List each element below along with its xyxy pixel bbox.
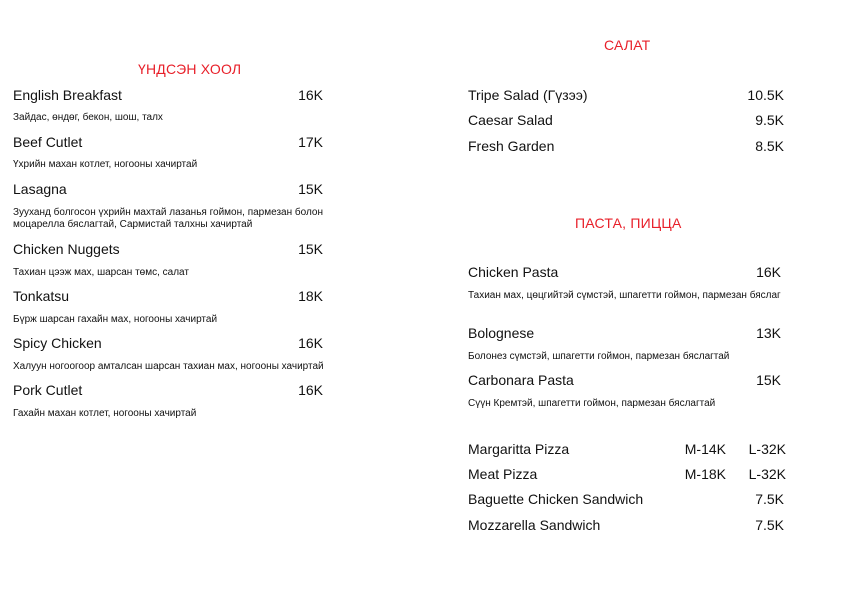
menu-item-fresh-garden	[468, 137, 784, 155]
menu-item-name: Mozzarella Sandwich	[468, 517, 601, 533]
menu-item-description: Бүрж шарсан гахайн мах, ногооны хачиртай	[13, 314, 218, 325]
menu-item-name: Meat Pizza	[468, 466, 538, 482]
menu-item-price-large: L-32K	[748, 441, 786, 457]
menu-item-spicy-chicken	[13, 334, 323, 352]
menu-item-price: 8.5K	[755, 138, 784, 154]
menu-item-beef-cutlet	[13, 133, 323, 151]
menu-item-price: 15K	[298, 241, 323, 257]
menu-item-name: Pork Cutlet	[13, 382, 83, 398]
menu-item-description: Тахиан мах, цөцгийтэй сүмстэй, шпагетти гоймон, пармезан бяслаг	[468, 290, 781, 301]
menu-item-tonkatsu	[13, 287, 323, 305]
menu-item-chicken-pasta	[468, 263, 781, 281]
menu-item-description: Тахиан цээж мах, шарсан төмс, салат	[13, 267, 189, 278]
menu-item-mozzarella-sandwich	[468, 516, 784, 534]
menu-item-name: Bolognese	[468, 325, 535, 341]
menu-item-margaritta-pizza	[468, 440, 786, 458]
menu-item-meat-pizza	[468, 465, 786, 483]
menu-item-name: Carbonara Pasta	[468, 372, 574, 388]
menu-item-name: English Breakfast	[13, 87, 122, 103]
menu-item-description: Гахайн махан котлет, ногооны хачиртай	[13, 408, 197, 419]
menu-item-price: 7.5K	[755, 517, 784, 533]
menu-item-price: 13K	[756, 325, 781, 341]
menu-item-name: Caesar Salad	[468, 112, 553, 128]
menu-item-caesar-salad	[468, 111, 784, 129]
menu-item-description: Зайдас, өндөг, бекон, шош, талх	[13, 112, 163, 123]
menu-item-price: 15K	[756, 372, 781, 388]
menu-item-name: Tonkatsu	[13, 288, 70, 304]
menu-item-name: Lasagna	[13, 181, 67, 197]
menu-item-price-medium: M-14K	[684, 441, 726, 457]
menu-item-name: Beef Cutlet	[13, 134, 83, 150]
menu-item-price-large: L-32K	[748, 466, 786, 482]
menu-item-name: Tripe Salad (Гүзээ)	[468, 87, 588, 103]
menu-item-price: 16K	[298, 382, 323, 398]
menu-item-pork-cutlet	[13, 381, 323, 399]
menu-item-carbonara-pasta	[468, 371, 781, 389]
menu-item-name: Fresh Garden	[468, 138, 555, 154]
menu-item-price: 18K	[298, 288, 323, 304]
menu-item-name: Chicken Nuggets	[13, 241, 120, 257]
menu-item-price: 16K	[298, 335, 323, 351]
menu-item-name: Margaritta Pizza	[468, 441, 570, 457]
section-heading-pasta-pizza: ПАСТА, ПИЦЦА	[575, 215, 682, 231]
menu-item-chicken-nuggets	[13, 240, 323, 258]
menu-item-price: 16K	[298, 87, 323, 103]
menu-item-name: Baguette Chicken Sandwich	[468, 491, 644, 507]
menu-item-name: Spicy Chicken	[13, 335, 102, 351]
menu-item-description: Сүүн Кремтэй, шпагетти гоймон, пармезан бяслагтай	[468, 398, 716, 409]
menu-item-name: Chicken Pasta	[468, 264, 559, 280]
menu-item-description: Зууханд болгосон үхрийн махтай лазанья гоймон, пармезан болон моцарелла бяслагтай, Сармистай талхны хачиртай	[13, 207, 323, 230]
menu-item-price: 16K	[756, 264, 781, 280]
menu-item-lasagna	[13, 180, 323, 198]
menu-item-price: 10.5K	[747, 87, 784, 103]
menu-item-description: Үхрийн махан котлет, ногооны хачиртай	[13, 159, 198, 170]
menu-item-price: 9.5K	[755, 112, 784, 128]
menu-item-price-medium: M-18K	[684, 466, 726, 482]
menu-item-tripe-salad	[468, 86, 784, 104]
menu-item-description: Болонез сүмстэй, шпагетти гоймон, пармезан бяслагтай	[468, 351, 730, 362]
menu-item-price: 17K	[298, 134, 323, 150]
menu-item-baguette-chicken-sandwich	[468, 490, 784, 508]
section-heading-main-dishes: ҮНДСЭН ХООЛ	[138, 61, 242, 77]
menu-item-english-breakfast	[13, 86, 323, 104]
menu-item-price: 15K	[298, 181, 323, 197]
menu-item-description: Халуун ногоогоор амталсан шарсан тахиан мах, ногооны хачиртай	[13, 361, 324, 372]
menu-item-price: 7.5K	[755, 491, 784, 507]
section-heading-salad: САЛАТ	[604, 37, 651, 53]
menu-item-bolognese	[468, 324, 781, 342]
